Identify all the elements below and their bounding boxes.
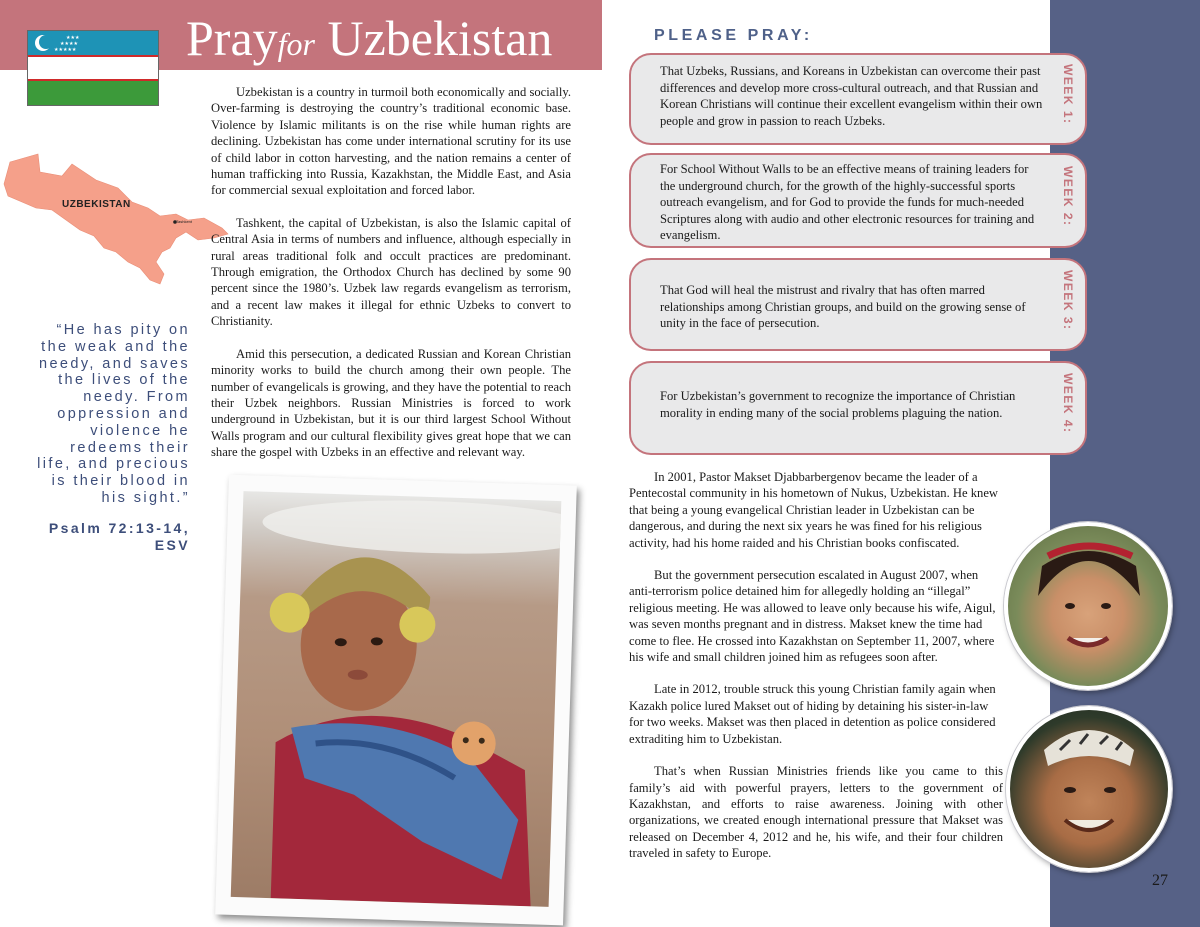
uzbekistan-map	[0, 150, 235, 290]
prayer-card-week-3	[629, 258, 1087, 351]
prayer-text: For School Without Walls to be an effective means of training leaders for the underground church, for the growth of the highly-successful sports outreach evangelism, and for God to provide the funds for much-needed Scriptures along with audio and other electronic resources for training and evangelism.	[660, 162, 1035, 243]
week-4-label: WEEK 4:	[1061, 373, 1075, 434]
title-pray: Pray	[186, 10, 278, 66]
prayer-card-week-4	[629, 361, 1087, 455]
testimony-article	[629, 469, 1003, 878]
scripture-citation: Psalm 72:13-14, ESV	[48, 520, 190, 553]
child-with-kitten-photo	[231, 491, 562, 907]
prayer-card-week-1	[629, 53, 1087, 145]
scripture-quote: “He has pity on the weak and the needy, and saves the lives of the needy. From oppression and violence he redeems their life, and precious is their blood in his sight.”	[37, 322, 190, 506]
crescent-stars-icon	[34, 33, 94, 53]
body-paragraph: Late in 2012, trouble struck this young Christian family again when Kazakh police lured Makset out of hiding by detaining his sister-in-law for two weeks. Makset was then placed in detention as police considered extraditing him to Uzbekistan.	[629, 682, 996, 746]
title-for: for	[277, 26, 315, 62]
please-pray-heading: PLEASE PRAY:	[654, 27, 813, 44]
svg-text:★★★★: ★★★★	[60, 41, 78, 47]
woman-portrait-photo	[1004, 522, 1172, 690]
map-city-label: Tashkent	[176, 219, 193, 224]
week-2-label: WEEK 2:	[1061, 166, 1075, 227]
intro-article	[211, 84, 571, 477]
body-paragraph: Tashkent, the capital of Uzbekistan, is also the Islamic capital of Central Asia in terms of numbers and influence, although especially in rural areas traditional folk and occult practices are predominant. Through emigration, the Orthodox Church has declined by some 90 percent since the 1980’s. Uzbek law regards evangelism as terrorism, and a recent law makes it illegal for ethnic Uzbeks to convert to Christianity.	[211, 215, 571, 329]
week-3-label: WEEK 3:	[1061, 270, 1075, 331]
uzbekistan-flag	[27, 30, 159, 106]
map-country-label: UZBEKISTAN	[62, 199, 131, 210]
page-number: 27	[1152, 872, 1168, 889]
svg-text:★★★: ★★★	[66, 35, 80, 41]
child-photo-frame	[215, 475, 577, 926]
man-portrait-photo	[1006, 706, 1172, 872]
body-paragraph: Amid this persecution, a dedicated Russian and Korean Christian minority works to build the church among their own people. The number of evangelicals is growing, and they have the potential to reach their Uzbek neighbors. Russian Ministries is forced to work underground in Uzbekistan, but it is our third largest School Without Walls program and our cultural flexibility gives great hope that we can share the gospel with Uzbeks in an effective and relevant way.	[211, 346, 571, 460]
body-paragraph: Uzbekistan is a country in turmoil both economically and socially. Over-farming is destroying the country’s traditional economic base. Violence by Islamic militants is on the rise while human rights are declining. Uzbekistan has come under international scrutiny for its use of child labor in cotton harvesting, and the nation remains a center of human trafficking into Russia, Kazakhstan, the Middle East, and Asia for commercial sexual exploitation and forced labor.	[211, 85, 571, 198]
title-country: Uzbekistan	[327, 10, 553, 66]
prayer-card-week-2	[629, 153, 1087, 248]
week-1-label: WEEK 1:	[1061, 64, 1075, 125]
prayer-text: That God will heal the mistrust and rivalry that has often marred relationships among Christian groups, and build on the growing sense of unity in the face of persecution.	[660, 283, 1026, 331]
body-paragraph: In 2001, Pastor Makset Djabbarbergenov became the leader of a Pentecostal community in his hometown of Nukus, Uzbekistan. He knew that being a young evangelical Christian leader in Uzbekistan can be dangerous, and during the next six years he was fined for his religious activity, had his home raided and his Christian books confiscated.	[629, 470, 999, 550]
body-paragraph: But the government persecution escalated in August 2007, when anti-terrorism police detained him for allegedly holding an “illegal” religious meeting. He was allowed to leave only because his wife, Aigul, was seven months pregnant and in distress. Makset knew the time had come to flee. He crossed into Kazakhstan on September 11, 2007, where his wife and small children joined him as refugees soon after.	[629, 568, 996, 665]
page-title	[186, 6, 586, 70]
prayer-text: For Uzbekistan’s government to recognize the importance of Christian morality in ending many of the social problems plaguing the nation.	[660, 389, 1016, 420]
prayer-text: That Uzbeks, Russians, and Koreans in Uzbekistan can overcome their past differences and develop more cross-cultural outreach, and that Russian and Korean Christians will continue their excellent evangelism within their own people and grow in passion to reach Uzbeks.	[660, 64, 1043, 128]
svg-text:★★★★★: ★★★★★	[54, 47, 77, 53]
body-paragraph: That’s when Russian Ministries friends like you came to this family’s aid with powerful prayers, letters to the government of Kazakhstan, and efforts to raise awareness. Joining with other organizations, we created enough international pressure that Makset was released on December 4, 2012 and he, his wife, and their four children traveled in safety to Europe.	[629, 764, 1003, 861]
